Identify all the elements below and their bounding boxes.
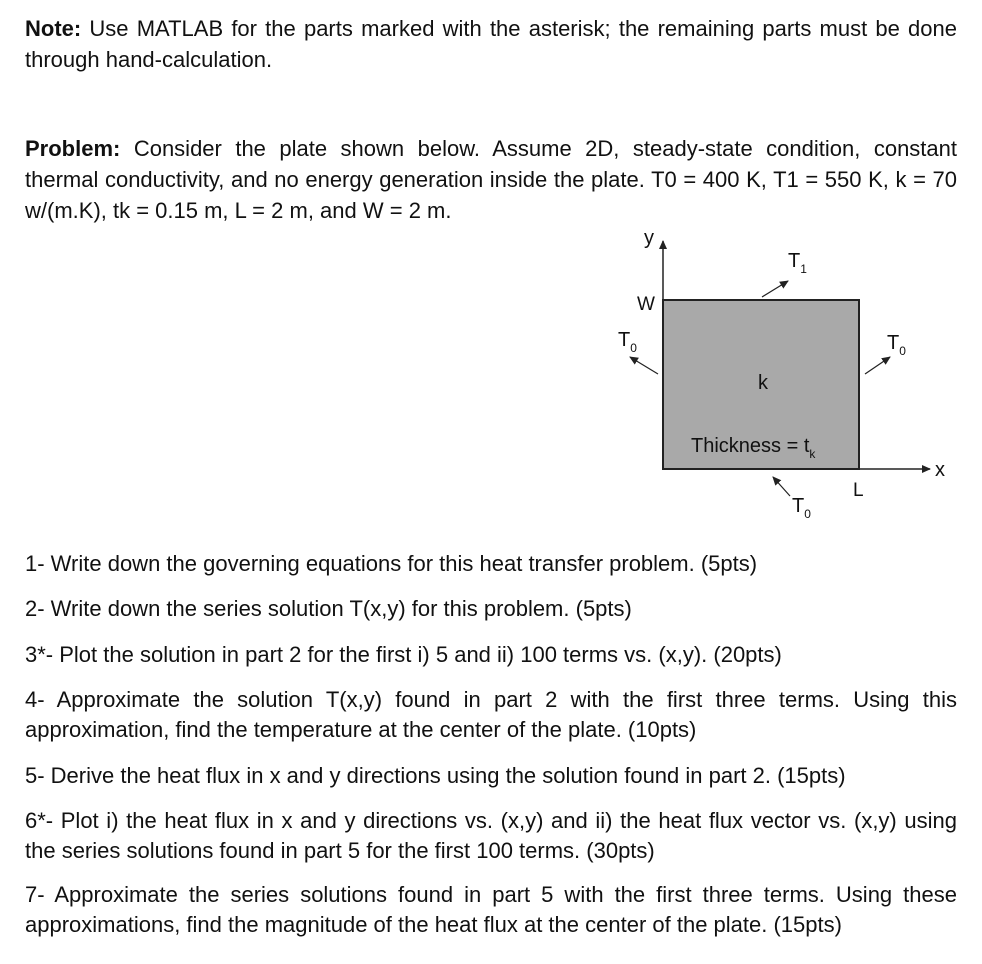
right-temperature-label: $T_0$ [887,332,906,358]
question-2: 2- Write down the series solution T(x,y) for this problem. (5pts) [25,596,632,621]
question-1: 1- Write down the governing equations for this heat transfer problem. (5pts) [25,551,758,576]
bottom-temperature-label: $T_0$ [792,495,811,521]
note-label: Note: [25,16,82,41]
problem-text: Consider the plate shown below. Assume 2D, steady-state condition, constant thermal conductivity, and no energy generation inside the plate. T0 = 400 K, T1 = 550 K, k = 70 w/(m.K), tk = 0.15 m, L = 2 m, and W = 2 m. [25,136,957,223]
plate-diagram-svg [600,225,960,530]
right-temperature-arrow [865,357,890,374]
x-axis-label: x [935,459,945,481]
question-3: 3*- Plot the solution in part 2 for the first i) 5 and ii) 100 terms vs. (x,y). (20pts) [25,642,782,667]
problem-label: Problem: [25,136,121,161]
y-axis-label: y [644,227,654,249]
problem-paragraph [25,133,957,226]
top-temperature-arrow [762,281,788,297]
plate-diagram [600,225,960,530]
note-text: Use MATLAB for the parts marked with the asterisk; the remaining parts must be done through hand-calculation. [25,16,957,72]
question-6: 6*- Plot i) the heat flux in x and y directions vs. (x,y) and ii) the heat flux vector vs. (x,y) using the series solutions found in part 5 for the first 100 terms. (30pts) [25,808,957,863]
question-7: 7- Approximate the series solutions found in part 5 with the first three terms. Using these approximations, find the magnitude of the heat flux at the center of the plate. (15pts) [25,882,957,937]
top-temperature-label: $T_1$ [788,250,807,276]
k-label: k [758,372,768,394]
w-label: W [637,294,655,315]
question-4: 4- Approximate the solution T(x,y) found in part 2 with the first three terms. Using this approximation, find the temperature at the center of the plate. (10pts) [25,687,957,742]
bottom-temperature-arrow [773,477,790,496]
note-paragraph [25,13,957,75]
left-temperature-arrow [630,357,658,374]
left-temperature-label: $T_0$ [618,329,637,355]
l-label: L [853,480,864,501]
question-5: 5- Derive the heat flux in x and y directions using the solution found in part 2. (15pts) [25,763,846,788]
thickness-label: Thickness = $t_k$ [691,435,816,461]
